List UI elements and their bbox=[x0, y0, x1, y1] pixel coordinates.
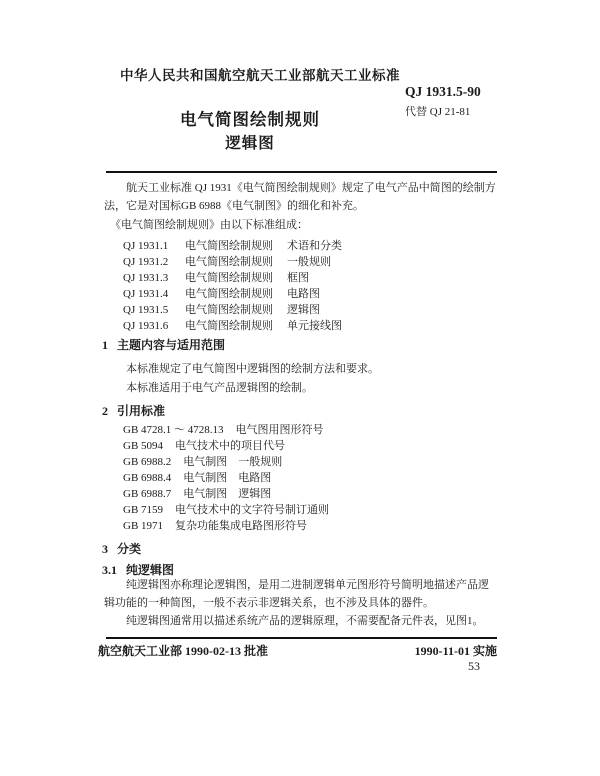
series-item-code: QJ 1931.1 bbox=[123, 240, 169, 252]
reference-title: 电气制图 一般规则 bbox=[183, 456, 283, 468]
section-3-1-paragraph: 纯逻辑图亦称理论逻辑图，是用二进制逻辑单元图形符号简明地描述产品逻辑功能的一种简图，一般不表示非逻辑关系，也不涉及具体的器件。 bbox=[104, 579, 489, 609]
reference-item bbox=[123, 502, 498, 518]
reference-code: GB 7159 bbox=[123, 504, 164, 516]
section-3-1-title: 纯逻辑图 bbox=[126, 563, 175, 577]
section-3-1-paragraph: 纯逻辑图通常用以描述系统产品的逻辑原理，不需要配备元件表，见图1。 bbox=[126, 615, 484, 627]
reference-code: GB 5094 bbox=[123, 440, 164, 452]
approval-note: 航空航天工业部 1990-02-13 批准 bbox=[98, 644, 268, 658]
reference-code: GB 6988.4 bbox=[123, 472, 172, 484]
reference-title: 电气制图 电路图 bbox=[183, 472, 272, 484]
series-item bbox=[123, 286, 498, 302]
series-item-code: QJ 1931.5 bbox=[123, 304, 169, 316]
series-item-part: 电路图 bbox=[287, 288, 320, 300]
reference-title: 电气图用图形符号 bbox=[235, 424, 324, 436]
section-3-1-number: 3.1 bbox=[102, 563, 117, 577]
reference-title: 复杂功能集成电路图形符号 bbox=[175, 520, 308, 532]
header-divider-rule bbox=[106, 171, 497, 173]
reference-code: GB 1971 bbox=[123, 520, 164, 532]
footer-divider-rule bbox=[106, 637, 497, 639]
section-1-paragraph: 本标准规定了电气简图中逻辑图的绘制方法和要求。 bbox=[126, 363, 379, 375]
series-item-code: QJ 1931.4 bbox=[123, 288, 169, 300]
section-3-number: 3 bbox=[102, 542, 108, 556]
series-item-part: 逻辑图 bbox=[287, 304, 320, 316]
series-item-name: 电气简图绘制规则 bbox=[185, 272, 273, 284]
reference-item bbox=[123, 438, 498, 454]
series-item-part: 术语和分类 bbox=[287, 240, 342, 252]
series-item-code: QJ 1931.3 bbox=[123, 272, 169, 284]
series-item-part: 一般规则 bbox=[287, 256, 331, 268]
reference-title: 电气制图 逻辑图 bbox=[183, 488, 272, 500]
reference-code: GB 6988.7 bbox=[123, 488, 172, 500]
standard-series-list bbox=[123, 238, 498, 334]
reference-item bbox=[123, 486, 498, 502]
section-2-number: 2 bbox=[102, 404, 108, 418]
reference-item bbox=[123, 454, 498, 470]
reference-code: GB 6988.2 bbox=[123, 456, 172, 468]
reference-title: 电气技术中的项目代号 bbox=[175, 440, 286, 452]
series-item bbox=[123, 254, 498, 270]
superseded-standard-note: 代替 QJ 21-81 bbox=[405, 106, 471, 118]
series-item-name: 电气简图绘制规则 bbox=[185, 288, 273, 300]
standard-number: QJ 1931.5-90 bbox=[405, 84, 481, 99]
section-1-title: 主题内容与适用范围 bbox=[117, 338, 226, 352]
reference-item bbox=[123, 422, 498, 438]
referenced-standards-list bbox=[123, 422, 498, 534]
document-subtitle: 逻辑图 bbox=[225, 135, 275, 152]
effective-date-note: 1990-11-01 实施 bbox=[414, 644, 497, 658]
series-item bbox=[123, 238, 498, 254]
series-item bbox=[123, 318, 498, 334]
series-intro-line: 《电气简图绘制规则》由以下标准组成： bbox=[110, 219, 308, 231]
series-item-part: 框图 bbox=[287, 272, 309, 284]
reference-title: 电气技术中的文字符号制订通则 bbox=[175, 504, 330, 516]
section-2-title: 引用标准 bbox=[117, 404, 166, 418]
reference-item bbox=[123, 518, 498, 534]
series-item-name: 电气简图绘制规则 bbox=[185, 304, 273, 316]
section-1-number: 1 bbox=[102, 338, 108, 352]
series-item-name: 电气简图绘制规则 bbox=[185, 256, 273, 268]
document-title: 电气简图绘制规则 bbox=[180, 110, 320, 129]
series-item-code: QJ 1931.2 bbox=[123, 256, 169, 268]
series-item-code: QJ 1931.6 bbox=[123, 320, 169, 332]
reference-code: GB 4728.1 ～ 4728.13 bbox=[123, 424, 224, 436]
standard-org-line: 中华人民共和国航空航天工业部航天工业标准 bbox=[120, 68, 400, 83]
section-3-title: 分类 bbox=[117, 542, 142, 556]
series-item-name: 电气简图绘制规则 bbox=[185, 240, 273, 252]
section-1-paragraph: 本标准适用于电气产品逻辑图的绘制。 bbox=[126, 382, 313, 394]
series-item-part: 单元接线图 bbox=[287, 320, 342, 332]
foreword-paragraph: 航天工业标准 QJ 1931《电气简图绘制规则》规定了电气产品中简图的绘制方法，它是对国标GB 6988《电气制图》的细化和补充。 bbox=[104, 182, 496, 212]
section-3-heading bbox=[102, 540, 141, 557]
series-item bbox=[123, 302, 498, 318]
series-item bbox=[123, 270, 498, 286]
section-2-heading bbox=[102, 402, 165, 419]
section-1-heading bbox=[102, 336, 225, 353]
reference-item bbox=[123, 470, 498, 486]
series-item-name: 电气简图绘制规则 bbox=[185, 320, 273, 332]
page-number: 53 bbox=[468, 659, 480, 673]
